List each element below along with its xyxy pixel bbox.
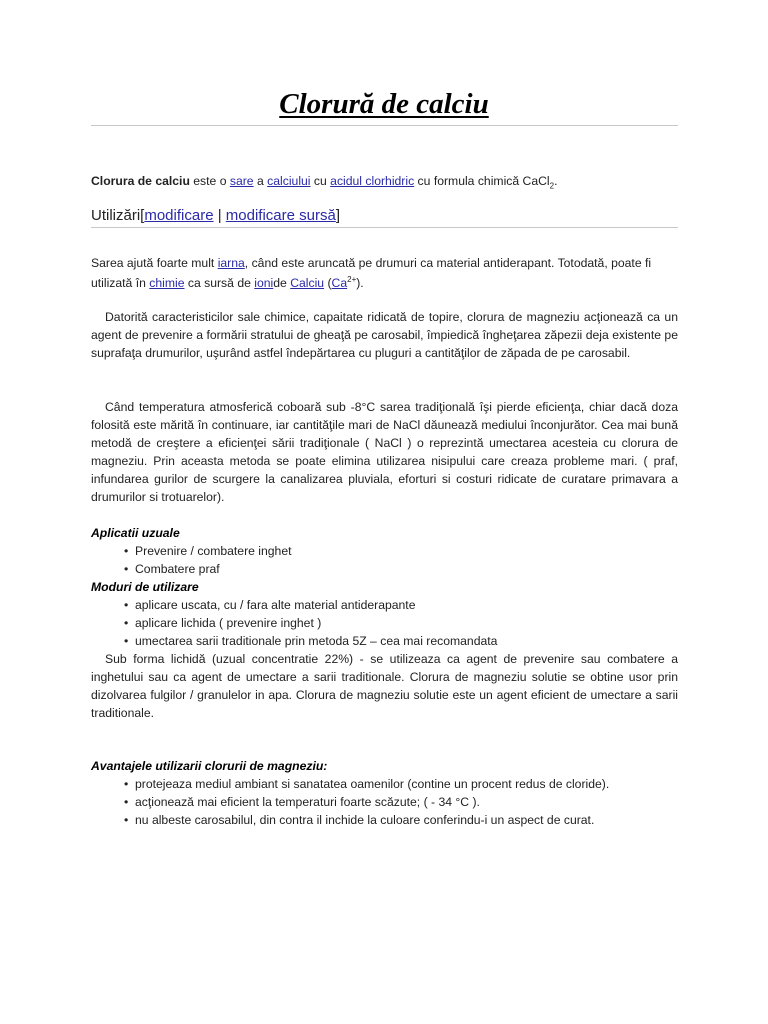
aplicatii-list (91, 542, 678, 578)
link-iarna[interactable]: iarna (217, 256, 245, 270)
moduri-list (91, 596, 678, 650)
title-divider (91, 125, 678, 126)
link-acidul-clorhidric[interactable]: acidul clorhidric (330, 174, 415, 188)
link-calciului[interactable]: calciului (267, 174, 311, 188)
avantaje-heading: Avantajele utilizarii clorurii de magneziu: (91, 759, 328, 773)
intro-paragraph: Clorura de calciu este o sare a calciului cu acidul clorhidric cu formula chimică CaCl$_2$. (91, 174, 558, 191)
list-item: • nu albeste carosabilul, din contra il inchide la culoare conferindu-i un aspect de curat. (124, 811, 678, 829)
aplicatii-heading: Aplicatii uzuale (91, 526, 180, 540)
intro-bold-term: Clorura de calciu (91, 174, 190, 188)
link-sare[interactable]: sare (229, 174, 254, 188)
section-avantaje (91, 757, 678, 829)
paragraph-liquid-form: Sub forma lichidă (uzual concentratie 22%) - se utilizeaza ca agent de prevenire sau combatere a inghetului sau ca agent de umectare a sarii traditionale. Clorura de magneziu solutie se obtine usor prin dizolvarea fulgilor / granulelor in apa. Clorura de magneziu solutie este un agent eficient de umectare a sarii traditionale. (91, 652, 678, 720)
list-item: • Prevenire / combatere inghet (124, 542, 678, 560)
list-item: • aplicare uscata, cu / fara alte material antiderapante (124, 596, 678, 614)
edit-section-link[interactable]: modificare (144, 207, 214, 224)
list-item: • Combatere praf (124, 560, 678, 578)
moduri-heading: Moduri de utilizare (91, 580, 199, 594)
list-item: • protejeaza mediul ambiant si sanatatea oamenilor (contine un procent redus de cloride). (124, 775, 678, 793)
link-chimie[interactable]: chimie (149, 276, 185, 290)
section-heading-utilizari: Utilizări[modificare | modificare sursă] (91, 207, 340, 224)
list-item: • umectarea sarii traditionale prin metoda 5Z – cea mai recomandata (124, 632, 678, 650)
link-ioni[interactable]: ioni (254, 276, 274, 290)
list-item: • acţionează mai eficient la temperaturi foarte scăzute; ( - 34 °C ). (124, 793, 678, 811)
paragraph-chemical-properties: Datorită caracteristicilor sale chimice, capaitate ridicată de topire, clorura de magneziu acţionează ca un agent de prevenire a formării stratului de gheaţă pe carosabil, împiedică îngheţarea zăpezii deja existente pe suprafaţa drumurilor, uşurând astfel îndepărtarea cu pluguri a cantităţilor de zăpada de pe carosabil. (91, 310, 678, 360)
avantaje-list (91, 775, 678, 829)
paragraph-temperature: Când temperatura atmosferică coboară sub -8°C sarea tradiţională îşi pierde eficienţa, chiar dacă doza folosită este mărită în continuare, iar cantităţile mari de NaCl dăunează mediului înconjurător. Cea mai bună metodă de creştere a eficienţei sării tradiţionale ( NaCl ) o reprezintă umectarea acesteia cu clorura de magneziu. Prin aceasta metoda se poate elimina utilizarea nisipului care creaza probleme mari. ( praf, infundarea gurilor de scurgere la canalizarea pluviala, eforturi si costuri ridicate de curatare primavara a drumurilor si trotuarelor). (91, 400, 678, 504)
link-calciu[interactable]: Calciu (290, 276, 325, 290)
edit-source-link[interactable]: modificare sursă (225, 207, 336, 224)
section-divider (91, 227, 678, 228)
section-aplicatii (91, 524, 678, 722)
page-title: Clorură de calciu (279, 88, 489, 120)
paragraph-usage: Sarea ajută foarte mult iarna, când este aruncată pe drumuri ca material antiderapant. Totodată, poate fi utilizată în chimie ca sursă de ionide Calciu $(Ca^{2+})$. (91, 256, 652, 290)
list-item: • aplicare lichida ( prevenire inghet ) (124, 614, 678, 632)
link-ca[interactable]: Ca (331, 276, 348, 290)
